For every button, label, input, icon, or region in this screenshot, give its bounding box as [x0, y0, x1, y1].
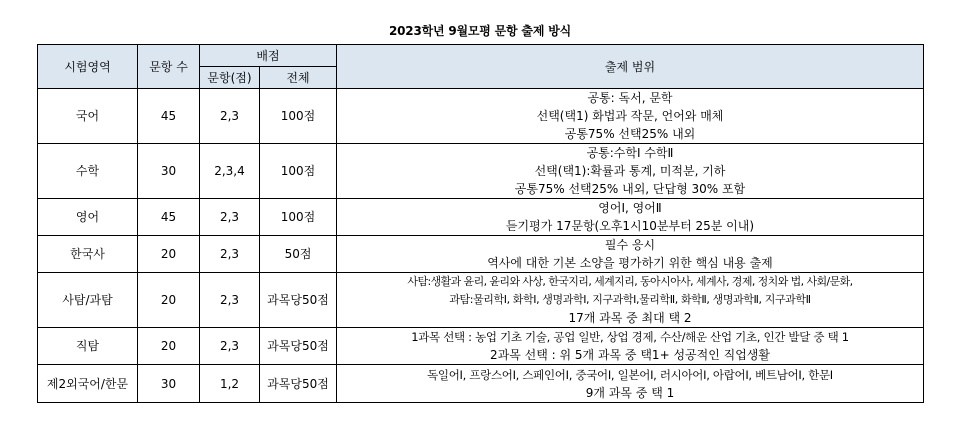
- cell-item-score: 2,3: [200, 89, 260, 144]
- cell-area: 국어: [38, 89, 138, 144]
- scope-line: 공통:수학Ⅰ 수학Ⅱ: [586, 146, 674, 160]
- header-score: 배점: [200, 45, 337, 67]
- cell-area: 제2외국어/한문: [38, 365, 138, 403]
- header-score-total: 전체: [260, 67, 337, 89]
- scope-line: 공통75% 선택25% 내외: [564, 127, 696, 141]
- scope-line: 과탐:물리학Ⅰ, 화학Ⅰ, 생명과학Ⅰ, 지구과학Ⅰ,물리학Ⅱ, 화학Ⅱ, 생명과학Ⅱ, 지구과학Ⅱ: [449, 293, 811, 306]
- scope-line: 듣기평가 17문항(오후1시10분부터 25분 이내): [505, 219, 755, 233]
- cell-total-score: 100점: [260, 89, 337, 144]
- header-scope: 출제 범위: [337, 45, 924, 89]
- cell-total-score: 과목당50점: [260, 365, 337, 403]
- cell-scope: [337, 89, 924, 144]
- scope-line: 1과목 선택 : 농업 기초 기술, 공업 일반, 상업 경제, 수산/해운 산업 기초, 인간 발달 중 택 1: [411, 330, 849, 344]
- scope-line: 사탐:생활과 윤리, 윤리와 사상, 한국지리, 세계지리, 동아시아사, 세계사, 경제, 정치와 법, 사회/문화,: [407, 275, 853, 288]
- cell-count: 30: [138, 144, 200, 199]
- cell-item-score: 2,3: [200, 199, 260, 236]
- cell-scope: [337, 236, 924, 273]
- cell-scope: [337, 328, 924, 365]
- scope-line: 영어Ⅰ, 영어Ⅱ: [598, 201, 662, 215]
- cell-scope: [337, 144, 924, 199]
- cell-count: 45: [138, 199, 200, 236]
- table-row: [38, 89, 924, 144]
- cell-count: 30: [138, 365, 200, 403]
- scope-line: 선택(택1):확률과 통계, 미적분, 기하: [534, 164, 726, 178]
- scope-line: 공통: 독서, 문학: [587, 91, 673, 105]
- scope-line: 17개 과목 중 최대 택 2: [568, 311, 692, 325]
- scope-line: 선택(택1) 화법과 작문, 언어와 매체: [536, 109, 724, 123]
- header-count: 문항 수: [138, 45, 200, 89]
- scope-line: 역사에 대한 기본 소양을 평가하기 위한 핵심 내용 출제: [487, 256, 773, 270]
- cell-item-score: 2,3: [200, 328, 260, 365]
- scope-line: 공통75% 선택25% 내외, 단답형 30% 포함: [514, 182, 746, 196]
- table-row: [38, 273, 924, 328]
- cell-total-score: 50점: [260, 236, 337, 273]
- cell-total-score: 과목당50점: [260, 273, 337, 328]
- table-row: [38, 365, 924, 403]
- cell-item-score: 1,2: [200, 365, 260, 403]
- document-title: 2023학년 9월모평 문항 출제 방식: [389, 24, 571, 38]
- cell-count: 20: [138, 273, 200, 328]
- scope-line: 2과목 선택 : 위 5개 과목 중 택1+ 성공적인 직업생활: [490, 348, 770, 362]
- cell-total-score: 100점: [260, 144, 337, 199]
- table-row: [38, 328, 924, 365]
- exam-format-table: [37, 44, 924, 403]
- table-row: [38, 144, 924, 199]
- cell-total-score: 100점: [260, 199, 337, 236]
- cell-area: 수학: [38, 144, 138, 199]
- cell-count: 45: [138, 89, 200, 144]
- cell-item-score: 2,3: [200, 273, 260, 328]
- cell-item-score: 2,3: [200, 236, 260, 273]
- table-row: [38, 236, 924, 273]
- cell-area: 사탐/과탐: [38, 273, 138, 328]
- cell-scope: [337, 365, 924, 403]
- cell-scope: [337, 199, 924, 236]
- header-score-item: 문항(점): [200, 67, 260, 89]
- scope-line: 필수 응시: [604, 238, 656, 252]
- cell-count: 20: [138, 328, 200, 365]
- cell-scope: [337, 273, 924, 328]
- scope-line: 독일어Ⅰ, 프랑스어Ⅰ, 스페인어Ⅰ, 중국어Ⅰ, 일본어Ⅰ, 러시아어Ⅰ, 아랍어Ⅰ, 베트남어Ⅰ, 한문Ⅰ: [427, 367, 833, 382]
- cell-area: 한국사: [38, 236, 138, 273]
- table-row: [38, 199, 924, 236]
- cell-item-score: 2,3,4: [200, 144, 260, 199]
- scope-line: 9개 과목 중 택 1: [585, 385, 675, 400]
- cell-area: 영어: [38, 199, 138, 236]
- header-area: 시험영역: [38, 45, 138, 89]
- cell-area: 직탐: [38, 328, 138, 365]
- cell-count: 20: [138, 236, 200, 273]
- cell-total-score: 과목당50점: [260, 328, 337, 365]
